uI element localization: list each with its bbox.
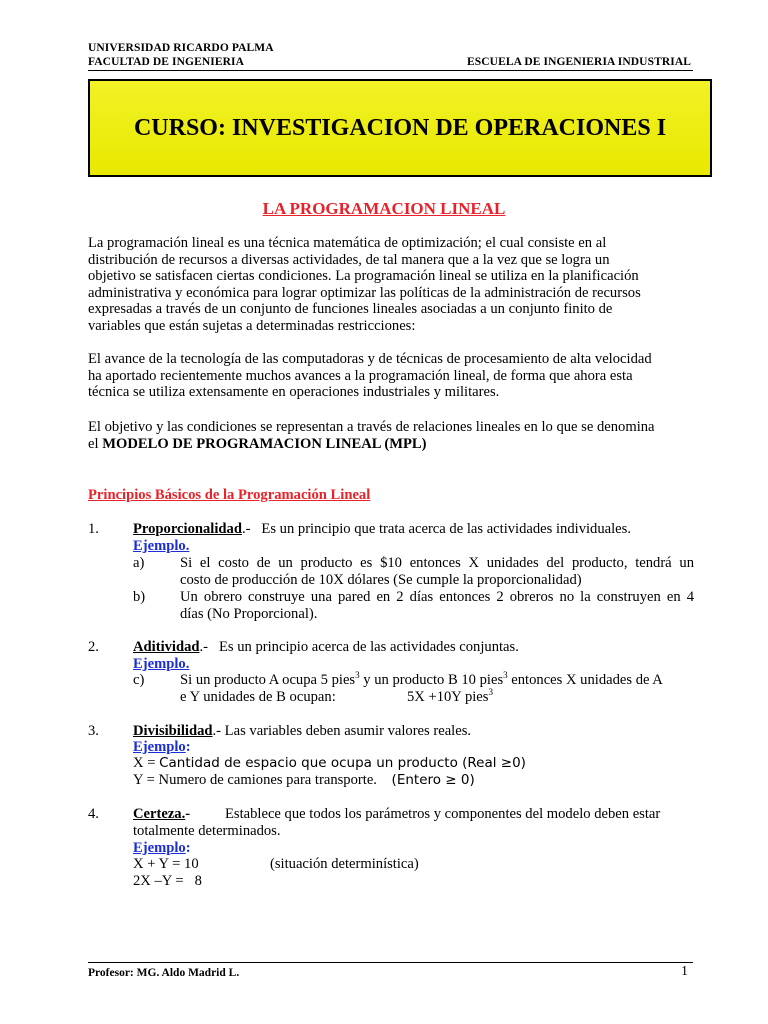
text-line: expresadas a través de un conjunto de funciones lineales asociadas a un conjunto finito de xyxy=(88,301,613,318)
principle-2-name: Aditividad xyxy=(133,639,200,655)
footer-professor: Profesor: MG. Aldo Madrid L. xyxy=(88,967,240,979)
principles-heading: Principios Básicos de la Programación Lineal xyxy=(88,487,371,503)
text-fragment: 5X +10Y pies xyxy=(407,689,489,705)
mpl-term: MODELO DE PROGRAMACION LINEAL (MPL) xyxy=(102,435,427,452)
text-fragment: Si un producto A ocupa 5 pies xyxy=(180,672,356,688)
item-b-line2: días (No Proporcional). xyxy=(180,606,318,622)
equation-1: X + Y = 10 xyxy=(133,856,199,872)
item-a-line1: Si el costo de un producto es $10 entonces X unidades del producto, tendrá un xyxy=(180,555,694,571)
principle-3-example-label: Ejemplo xyxy=(133,739,186,755)
text-line: El objetivo y las condiciones se representan a través de relaciones lineales en lo que se denomina xyxy=(88,419,655,435)
principle-3-description: Las variables deben asumir valores reales. xyxy=(224,723,472,739)
principle-3-number: 3. xyxy=(88,723,99,739)
principle-2-number: 2. xyxy=(88,639,99,655)
text-line: técnica se utiliza extensamente en operaciones industriales y militares. xyxy=(88,384,500,401)
colon: : xyxy=(185,739,191,755)
principle-1-heading xyxy=(133,521,631,538)
intro-paragraph xyxy=(88,235,708,335)
principle-3-y xyxy=(133,772,475,789)
separator: .- xyxy=(199,639,209,655)
course-title-box xyxy=(88,79,712,177)
separator: .- xyxy=(241,521,251,537)
principle-4-example xyxy=(133,840,191,857)
principle-4-desc-line2: totalmente determinados. xyxy=(133,823,281,839)
principle-1-name: Proporcionalidad xyxy=(133,521,242,537)
separator: - xyxy=(185,806,191,822)
page-number: 1 xyxy=(681,964,688,979)
item-a-line2: costo de producción de 10X dólares (Se cumple la proporcionalidad) xyxy=(180,572,582,588)
principle-1-number: 1. xyxy=(88,521,99,537)
course-title: CURSO: INVESTIGACION DE OPERACIONES I xyxy=(133,115,667,141)
header-faculty: FACULTAD DE INGENIERIA xyxy=(88,56,244,68)
principle-4-example-label: Ejemplo xyxy=(133,840,186,856)
text-fragment: el xyxy=(88,435,103,452)
item-c-label: c) xyxy=(133,672,145,688)
text-line: La programación lineal es una técnica matemática de optimización; el cual consiste en al xyxy=(88,235,607,251)
model-paragraph xyxy=(88,419,708,452)
principle-4-desc-line1: Establece que todos los parámetros y componentes del modelo deben estar xyxy=(225,806,661,822)
text-line: ha aportado recientemente muchos avances a la programación lineal, de forma que ahora esta xyxy=(88,367,633,384)
text-line: objetivo se satisfacen ciertas condiciones. La programación lineal se utiliza en la planificación xyxy=(88,268,639,285)
item-c-line2b xyxy=(407,689,493,706)
x-definition: Cantidad de espacio que ocupa un producto (Real ≥0) xyxy=(159,755,526,771)
technology-paragraph xyxy=(88,351,708,401)
y-definition: Y = Numero de camiones para transporte. xyxy=(133,772,377,788)
y-note: (Entero ≥ 0) xyxy=(391,772,475,788)
footer-rule xyxy=(88,962,693,963)
principle-1-example-label: Ejemplo. xyxy=(133,538,190,554)
principle-3-heading xyxy=(133,723,471,740)
item-a-label: a) xyxy=(133,555,145,571)
principle-3-example xyxy=(133,739,191,756)
principle-2-description: Es un principio acerca de las actividades conjuntas. xyxy=(218,639,519,655)
item-c-line1 xyxy=(180,672,694,689)
principle-2-heading xyxy=(133,639,519,656)
equation-2: 2X –Y = 8 xyxy=(133,873,202,889)
text-fragment: y un producto B 10 pies xyxy=(359,672,504,688)
item-b-line1: Un obrero construye una pared en 2 días entonces 2 obreros no la construyen en 4 xyxy=(180,589,694,605)
item-c-line2a: e Y unidades de B ocupan: xyxy=(180,689,336,705)
item-b-label: b) xyxy=(133,589,146,605)
text-line: administrativa y económica para lograr optimizar las políticas de la administración de recursos xyxy=(88,284,641,301)
header-rule xyxy=(88,70,693,71)
text-line: variables que están sujetas a determinadas restricciones: xyxy=(88,317,416,334)
text-line: El avance de la tecnología de las computadoras y de técnicas de procesamiento de alta velocidad xyxy=(88,351,652,367)
equation-1-note: (situación determinística) xyxy=(270,856,419,872)
superscript: 3 xyxy=(488,687,493,697)
principle-2-example-label: Ejemplo. xyxy=(133,656,190,672)
principle-4-number: 4. xyxy=(88,806,99,822)
separator: .- xyxy=(212,723,222,739)
principle-4-name: Certeza. xyxy=(133,806,186,822)
principle-1-description: Es un principio que trata acerca de las actividades individuales. xyxy=(261,521,631,537)
header-school: ESCUELA DE INGENIERIA INDUSTRIAL xyxy=(467,56,691,68)
header-university: UNIVERSIDAD RICARDO PALMA xyxy=(88,42,274,54)
section-title: LA PROGRAMACION LINEAL xyxy=(262,199,506,218)
text-line: distribución de recursos a diversas actividades, de tal manera que a la vez que se logra un xyxy=(88,251,610,268)
principle-3-name: Divisibilidad xyxy=(133,723,213,739)
superscript: 3 xyxy=(355,670,360,680)
text-fragment: entonces X unidades de A xyxy=(507,672,663,688)
principle-4-name-wrap xyxy=(133,806,190,823)
colon: : xyxy=(185,840,191,856)
text-line xyxy=(88,436,708,453)
text-fragment: X = xyxy=(133,755,160,771)
superscript: 3 xyxy=(503,670,508,680)
principle-3-x xyxy=(133,755,526,772)
